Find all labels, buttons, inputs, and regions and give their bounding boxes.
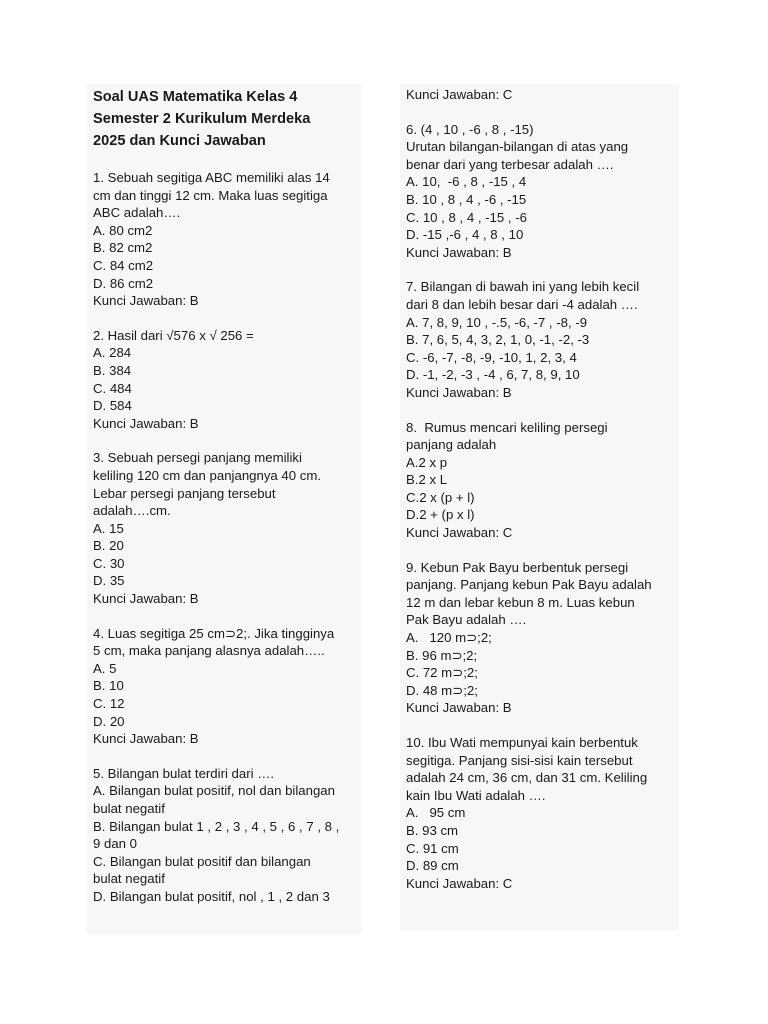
question-text: 7. Bilangan di bawah ini yang lebih kecil [406, 279, 640, 295]
answer-option: C. -6, -7, -8, -9, -10, 1, 2, 3, 4 [406, 349, 577, 365]
answer-option: A.2 x p [406, 454, 448, 470]
answer-option: B. 82 cm2 [93, 240, 153, 256]
answer-option: C. 84 cm2 [93, 257, 154, 273]
answer-key: Kunci Jawaban: C [406, 525, 513, 541]
question-text: 1. Sebuah segitiga ABC memiliki alas 14 [93, 170, 330, 185]
answer-option: B.2 x L [406, 472, 448, 488]
answer-option: D. -1, -2, -3 , -4 , 6, 7, 8, 9, 10 [406, 367, 580, 383]
left-column [87, 84, 361, 934]
answer-option: B. 10 , 8 , 4 , -6 , -15 [406, 191, 527, 207]
question-block [93, 449, 355, 607]
answer-option: D. 20 [93, 713, 125, 729]
answer-option: B. 20 [93, 538, 124, 554]
question-text: 8. Rumus mencari keliling persegi [406, 419, 608, 435]
question-block [93, 625, 355, 748]
question-text: cm dan tinggi 12 cm. Maka luas segitiga [93, 187, 328, 203]
question-text: keliling 120 cm dan panjangnya 40 cm. [93, 467, 321, 483]
answer-option: D. 48 m⊃;2; [406, 682, 478, 698]
right-column [400, 84, 679, 930]
title-line: Soal UAS Matematika Kelas 4 [93, 89, 298, 105]
question-text: benar dari yang terbesar adalah …. [406, 156, 614, 172]
answer-option: B. 384 [93, 362, 132, 378]
document-title [93, 86, 355, 152]
answer-key: Kunci Jawaban: C [406, 875, 513, 891]
question-text: 9. Kebun Pak Bayu berbentuk persegi [406, 559, 629, 575]
answer-option: C. Bilangan bulat positif dan bilangan [93, 853, 311, 869]
question-block [93, 765, 355, 906]
question-text: 12 m dan lebar kebun 8 m. Luas kebun [406, 594, 635, 610]
question-text: 4. Luas segitiga 25 cm⊃2;. Jika tingginya [93, 625, 335, 641]
answer-option: bulat negatif [93, 871, 165, 887]
question-block [406, 278, 673, 401]
question-block [93, 169, 355, 310]
answer-key: Kunci Jawaban: B [406, 244, 512, 260]
answer-option: A. 15 [93, 520, 124, 536]
answer-option: B. 7, 6, 5, 4, 3, 2, 1, 0, -1, -2, -3 [406, 332, 590, 348]
answer-option: B. 93 cm [406, 822, 459, 838]
answer-option: B. Bilangan bulat 1 , 2 , 3 , 4 , 5 , 6 , 7 , 8 , [93, 818, 340, 834]
answer-option: D. 89 cm [406, 858, 459, 874]
question-text: 5. Bilangan bulat terdiri dari …. [93, 765, 275, 781]
question-text: adalah 24 cm, 36 cm, dan 31 cm. Keliling [406, 770, 648, 786]
question-block [406, 121, 673, 262]
answer-option: D. 584 [93, 398, 132, 414]
question-text: kain Ibu Wati adalah …. [406, 787, 546, 803]
question-text: panjang adalah [406, 437, 497, 453]
answer-option: D. Bilangan bulat positif, nol , 1 , 2 dan 3 [93, 888, 330, 904]
answer-option: C. 484 [93, 380, 132, 396]
answer-option: A. 95 cm [406, 805, 466, 821]
answer-option: D. -15 ,-6 , 4 , 8 , 10 [406, 227, 524, 243]
answer-option: A. 5 [93, 660, 117, 676]
answer-option: D.2 + (p x l) [406, 507, 475, 523]
question-text: Urutan bilangan-bilangan di atas yang [406, 139, 629, 155]
question-text: panjang. Panjang kebun Pak Bayu adalah [406, 577, 652, 593]
answer-option: A. 10, -6 , 8 , -15 , 4 [406, 174, 527, 190]
answer-key: Kunci Jawaban: B [93, 591, 199, 607]
question-text: 5 cm, maka panjang alasnya adalah….. [93, 643, 325, 659]
question-block [406, 734, 673, 892]
question-text: 10. Ibu Wati mempunyai kain berbentuk [406, 735, 638, 750]
question-block [406, 559, 673, 717]
question-text: 6. (4 , 10 , -6 , 8 , -15) [406, 121, 534, 137]
answer-option: C. 91 cm [406, 840, 459, 856]
question-text: 3. Sebuah persegi panjang memiliki [93, 450, 302, 466]
title-line: Semester 2 Kurikulum Merdeka [93, 111, 311, 127]
answer-key: Kunci Jawaban: B [93, 731, 199, 747]
answer-option: B. 10 [93, 678, 124, 694]
answer-option: A. 7, 8, 9, 10 , -.5, -6, -7 , -8, -9 [406, 314, 588, 330]
answer-option: C. 10 , 8 , 4 , -15 , -6 [406, 209, 527, 225]
answer-key: Kunci Jawaban: B [406, 384, 512, 400]
answer-key: Kunci Jawaban: B [93, 293, 199, 309]
title-line: 2025 dan Kunci Jawaban [93, 133, 266, 149]
answer-option: C. 72 m⊃;2; [406, 665, 478, 681]
answer-key: Kunci Jawaban: C [406, 87, 513, 102]
answer-option: D. 86 cm2 [93, 275, 154, 291]
answer-option: A. Bilangan bulat positif, nol dan bilangan [93, 783, 335, 799]
answer-option: B. 96 m⊃;2; [406, 647, 478, 663]
answer-option: A. 284 [93, 345, 132, 361]
question-block [93, 327, 355, 433]
question-text: segitiga. Panjang sisi-sisi kain tersebut [406, 752, 633, 768]
answer-option: bulat negatif [93, 801, 165, 816]
question-text: 2. Hasil dari √576 x √ 256 = [93, 327, 254, 343]
answer-option: D. 35 [93, 573, 125, 589]
answer-option: C.2 x (p + l) [406, 489, 475, 505]
answer-option: C. 30 [93, 555, 125, 571]
answer-key: Kunci Jawaban: B [93, 415, 199, 431]
answer-key: Kunci Jawaban: B [406, 700, 512, 716]
answer-option: A. 120 m⊃;2; [406, 630, 492, 646]
answer-option: 9 dan 0 [93, 836, 137, 852]
answer-option: A. 80 cm2 [93, 222, 153, 238]
question-text: dari 8 dan lebih besar dari -4 adalah …. [406, 296, 638, 312]
question-text: Lebar persegi panjang tersebut [93, 485, 276, 501]
answer-option: C. 12 [93, 696, 125, 712]
question-text: Pak Bayu adalah …. [406, 612, 527, 628]
question-block [406, 419, 673, 542]
question-text: ABC adalah…. [93, 205, 181, 221]
question-text: adalah….cm. [93, 503, 171, 519]
